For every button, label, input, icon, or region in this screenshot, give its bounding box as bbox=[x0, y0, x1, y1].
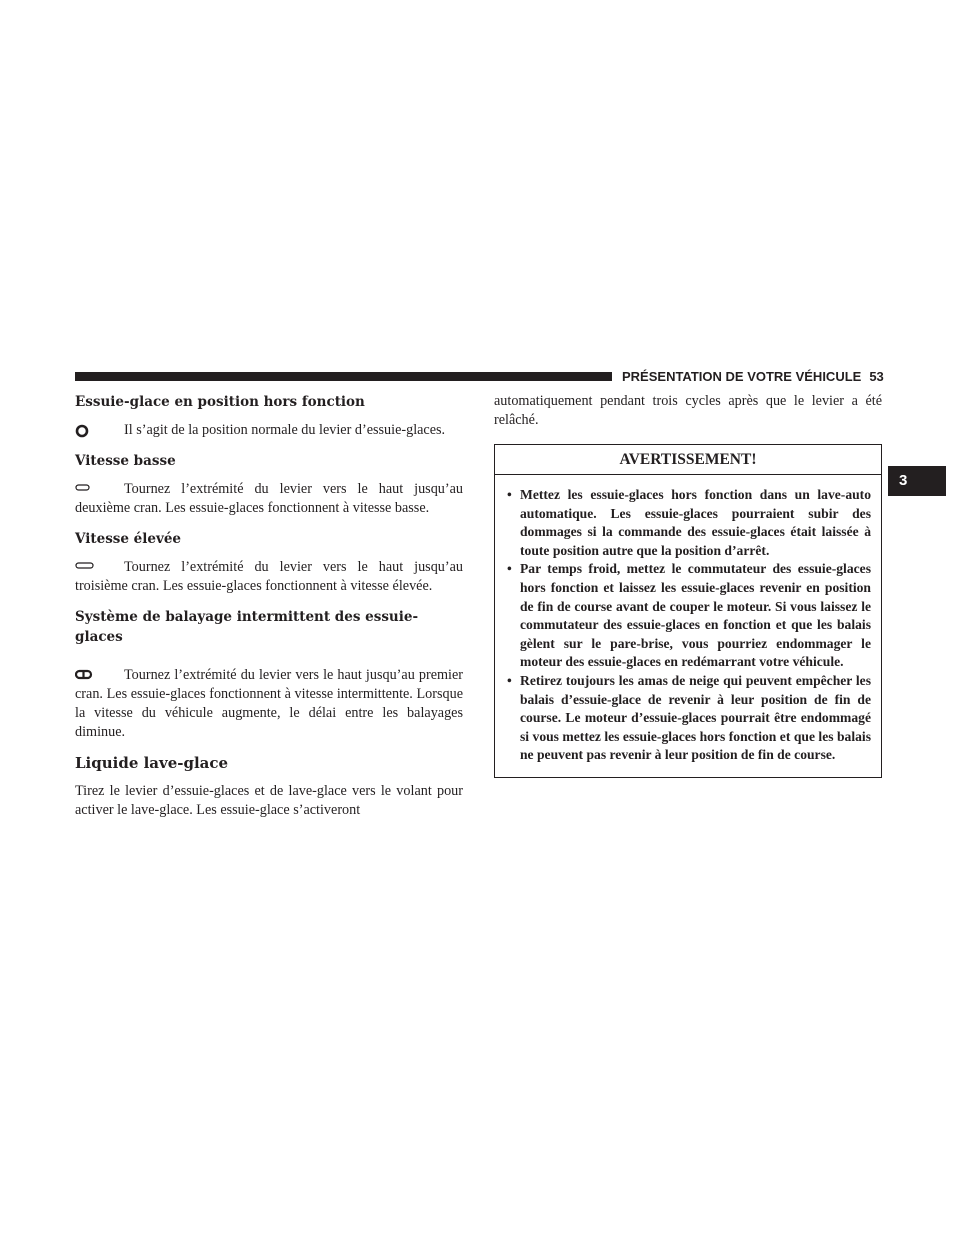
heading-washer-fluid: Liquide lave-glace bbox=[75, 754, 229, 772]
warning-item: • Mettez les essuie-glaces hors fonction dans un lave-auto automatique. Les essuie-glaces pourraient subir des dommages si la commande des essuie-glaces était laissée à toute position autre que la position d’arrêt. bbox=[507, 487, 871, 558]
heading-off-position: Essuie-glace en position hors fonction bbox=[75, 394, 365, 410]
text-washer-fluid: Tirez le levier d’essuie-glaces et de lave-glace vers le volant pour activer le lave-glace. Les essuie-glace s’activeront bbox=[75, 783, 463, 818]
text-intermittent: Tournez l’extrémité du levier vers le haut jusqu’au premier cran. Les essuie-glaces fonctionnent à vitesse intermittente. Lorsque la vitesse du véhicule augmente, le délai entre les balayages diminue. bbox=[75, 667, 463, 740]
running-header bbox=[622, 369, 892, 384]
section-title: PRÉSENTATION DE VOTRE VÉHICULE bbox=[622, 369, 862, 384]
chapter-number: 3 bbox=[899, 472, 908, 489]
page-number: 53 bbox=[869, 369, 884, 384]
bullet-icon: • bbox=[507, 561, 512, 577]
text-continued: automatiquement pendant trois cycles après que le levier a été relâché. bbox=[494, 393, 882, 428]
heading-high-speed: Vitesse élevée bbox=[75, 531, 182, 547]
bullet-icon: • bbox=[507, 487, 512, 502]
chapter-tab bbox=[888, 466, 946, 496]
warning-box bbox=[494, 444, 882, 778]
entry-off-position bbox=[75, 421, 463, 440]
heading-intermittent: Système de balayage intermittent des essuie-glaces bbox=[75, 609, 419, 645]
entry-low-speed bbox=[75, 480, 463, 518]
text-high-speed: Tournez l’extrémité du levier vers le haut jusqu’au troisième cran. Les essuie-glaces fonctionnent à vitesse élevée. bbox=[75, 559, 463, 594]
entry-intermittent bbox=[75, 666, 463, 742]
entry-high-speed bbox=[75, 558, 463, 596]
bullet-icon: • bbox=[507, 672, 512, 688]
text-off-position: Il s’agit de la position normale du levier d’essuie-glaces. bbox=[124, 422, 446, 438]
warning-list bbox=[495, 475, 881, 777]
left-column bbox=[75, 392, 463, 820]
right-column bbox=[494, 392, 882, 778]
warning-item: • Retirez toujours les amas de neige qui peuvent empêcher les balais d’essuie-glace de revenir à leur position de fin de course. Le moteur d’essuie-glaces pourrait être endommagé si vous mettez les essuie-glaces hors fonction et que les balais ne peuvent pas revenir à leur position de fin de course. bbox=[507, 672, 871, 763]
heading-low-speed: Vitesse basse bbox=[75, 453, 176, 469]
wiper-high-speed-icon bbox=[75, 561, 95, 571]
text-low-speed: Tournez l’extrémité du levier vers le haut jusqu’au deuxième cran. Les essuie-glaces fonctionnent à vitesse basse. bbox=[75, 481, 463, 516]
warning-item: • Par temps froid, mettez le commutateur des essuie-glaces hors fonction et laissez les essuie-glaces revenir en position de fin de course avant de couper le moteur. Si vous laissez le commutateur des essuie-glaces en fonction et que les balais gèlent sur le pare-brise, vous pourriez endommager le moteur des essuie-glaces en redémarrant votre véhicule. bbox=[507, 561, 871, 670]
header-rule bbox=[75, 372, 612, 381]
warning-title: AVERTISSEMENT! bbox=[495, 445, 881, 475]
wiper-low-speed-icon bbox=[75, 483, 91, 493]
wiper-off-icon bbox=[75, 424, 89, 438]
wiper-intermittent-icon bbox=[75, 669, 93, 681]
